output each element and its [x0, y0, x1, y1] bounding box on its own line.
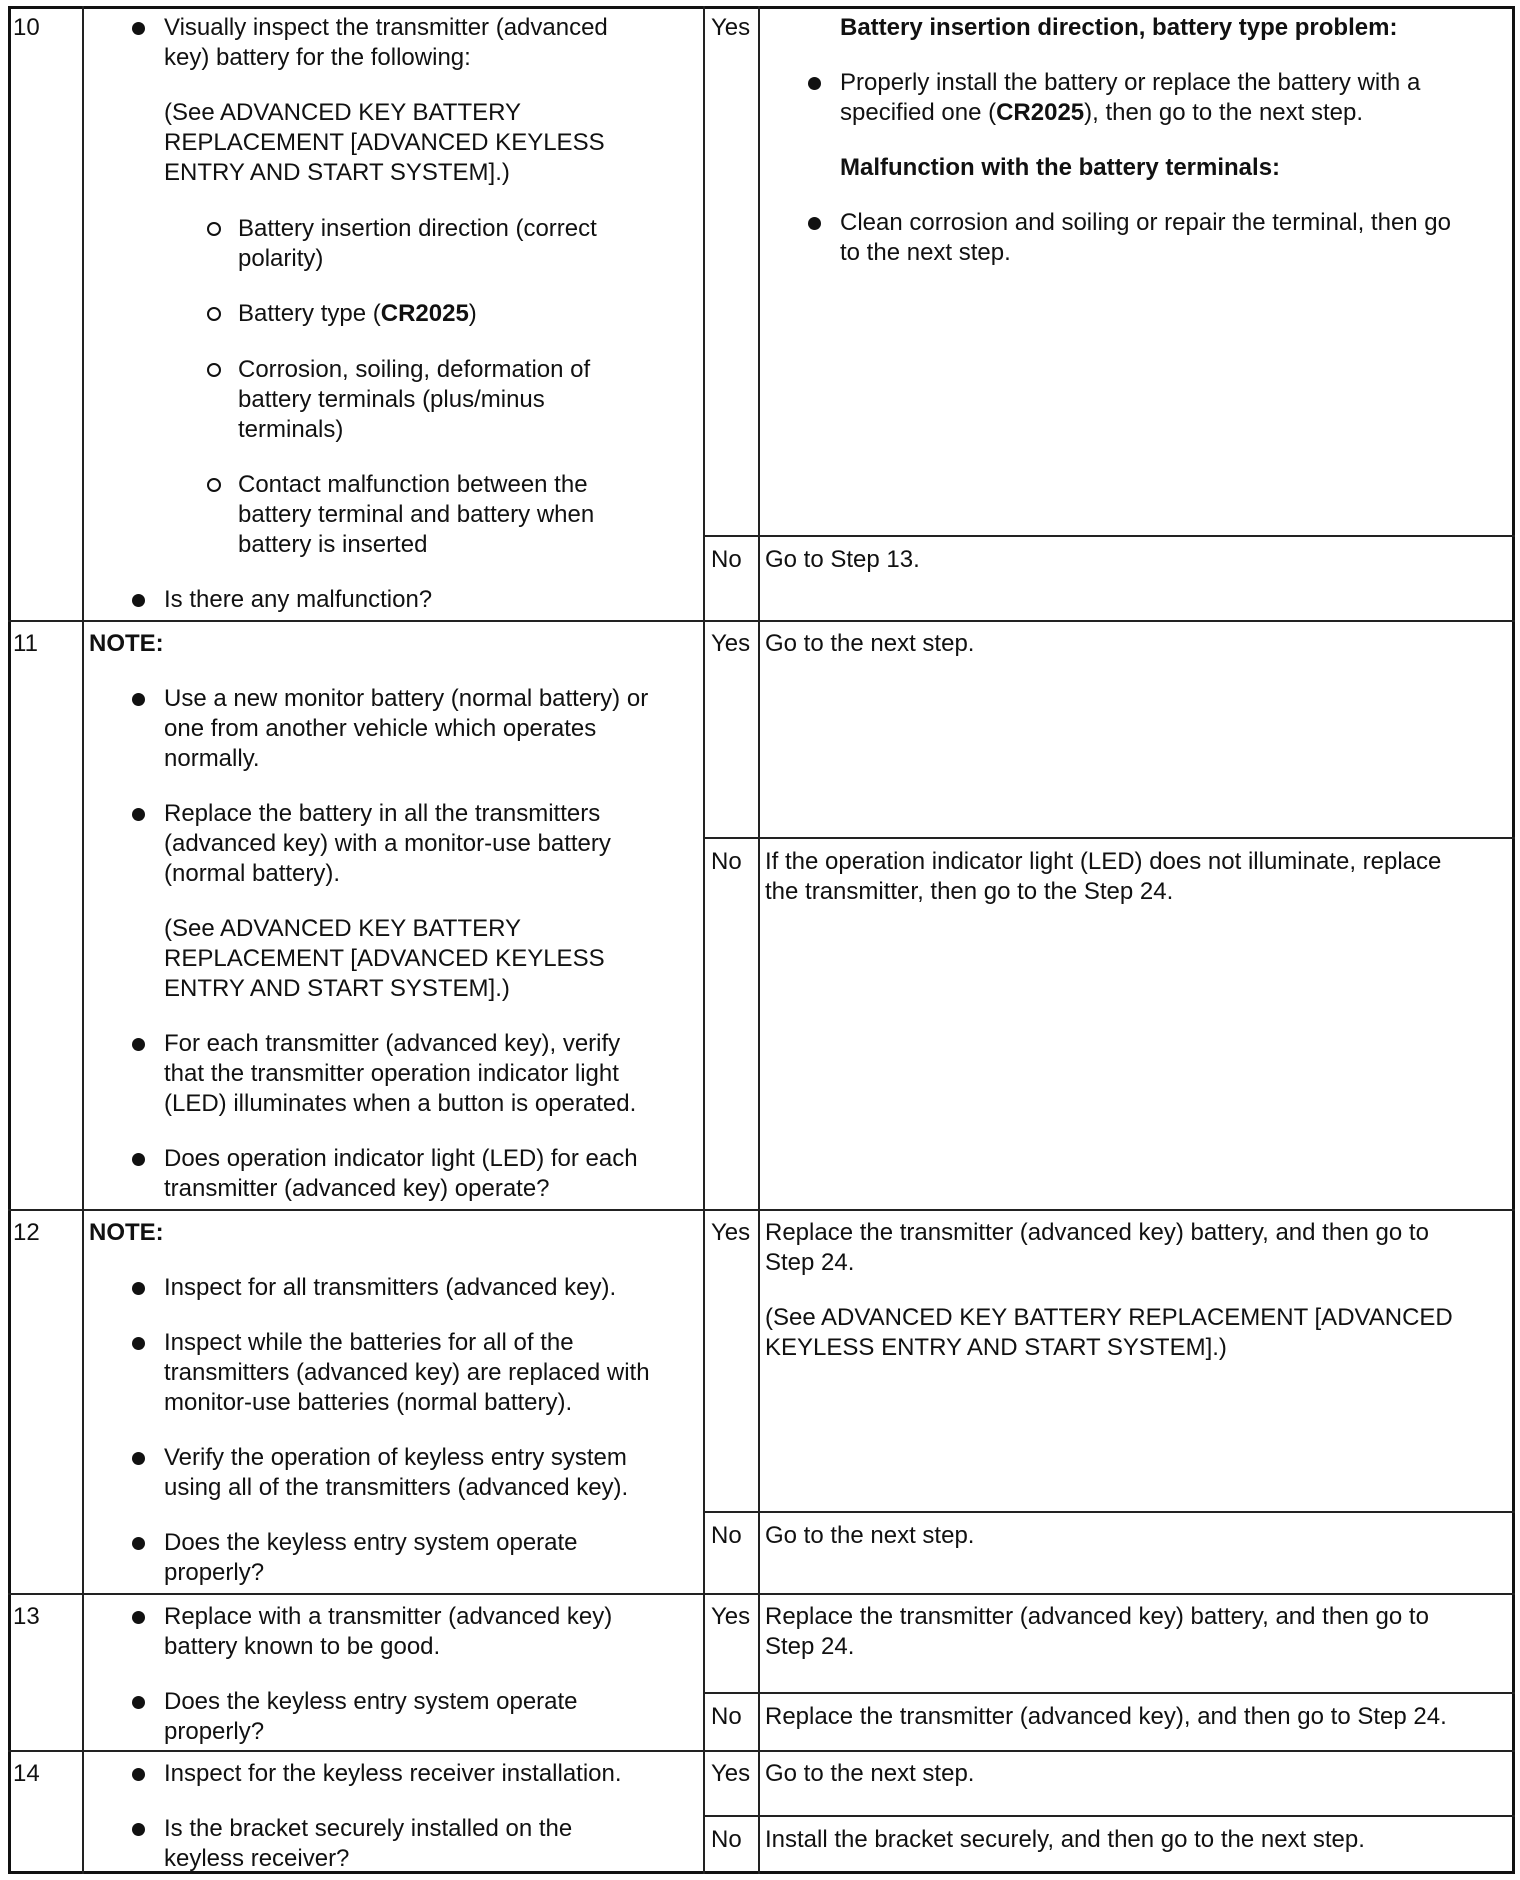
action-text: transmitters (advanced key) are replaced with: [164, 1359, 650, 1386]
action-text: one from another vehicle which operates: [164, 715, 597, 742]
action-text: For each transmitter (advanced key), verify: [164, 1030, 621, 1057]
sub-item-text: terminals): [238, 416, 344, 443]
result-text: Install the bracket securely, and then go to the next step.: [765, 1826, 1365, 1853]
result-text: Replace the transmitter (advanced key) battery, and then go to: [765, 1603, 1429, 1630]
sub-item-text: battery is inserted: [238, 531, 428, 558]
text-part: specified one (: [840, 99, 997, 126]
result-text: Replace the transmitter (advanced key) battery, and then go to: [765, 1219, 1429, 1246]
sub-item-text: [238, 299, 477, 329]
reference-text: REPLACEMENT [ADVANCED KEYLESS: [164, 945, 605, 972]
sub-bullet-icon: [207, 307, 221, 321]
bullet-icon: [132, 1282, 145, 1295]
sub-bullet-icon: [207, 363, 221, 377]
step-number: 14: [13, 1760, 40, 1787]
bullet-icon: [132, 1153, 145, 1166]
result-text: Step 24.: [765, 1249, 855, 1276]
result-divider: [703, 1815, 1515, 1817]
battery-type-bold: CR2025: [996, 99, 1085, 126]
sub-item-text: battery terminals (plus/minus: [238, 386, 545, 413]
sub-item-text: Contact malfunction between the: [238, 471, 588, 498]
action-text: (LED) illuminates when a button is operated.: [164, 1090, 637, 1117]
bullet-icon: [132, 1611, 145, 1624]
row-divider: [8, 620, 1515, 622]
no-label: No: [711, 1703, 742, 1730]
result-divider: [703, 1511, 1515, 1513]
action-text: normally.: [164, 745, 260, 772]
result-divider: [703, 535, 1515, 537]
result-text: Go to the next step.: [765, 1760, 975, 1787]
reference-text: (See ADVANCED KEY BATTERY REPLACEMENT [ADVANCED: [765, 1304, 1453, 1331]
note-heading: NOTE:: [89, 1219, 164, 1246]
step-number: 13: [13, 1603, 40, 1630]
action-text: monitor-use batteries (normal battery).: [164, 1389, 573, 1416]
result-text: Go to Step 13.: [765, 546, 920, 573]
action-question: keyless receiver?: [164, 1845, 350, 1872]
action-question: transmitter (advanced key) operate?: [164, 1175, 550, 1202]
bullet-icon: [132, 1768, 145, 1781]
sub-item-text: Corrosion, soiling, deformation of: [238, 356, 591, 383]
sub-item-text: polarity): [238, 245, 324, 272]
result-heading: Battery insertion direction, battery type problem:: [840, 14, 1398, 41]
reference-text: ENTRY AND START SYSTEM].): [164, 159, 510, 186]
action-text: Replace with a transmitter (advanced key): [164, 1603, 613, 1630]
action-text: Verify the operation of keyless entry system: [164, 1444, 627, 1471]
result-text: Step 24.: [765, 1633, 855, 1660]
step-number: 12: [13, 1219, 40, 1246]
result-text: Replace the transmitter (advanced key), and then go to Step 24.: [765, 1703, 1447, 1730]
action-question: properly?: [164, 1559, 265, 1586]
yes-label: Yes: [711, 1603, 751, 1630]
action-text: (normal battery).: [164, 860, 341, 887]
action-text: key) battery for the following:: [164, 44, 471, 71]
bullet-icon: [132, 1452, 145, 1465]
action-text: Inspect while the batteries for all of the: [164, 1329, 574, 1356]
text-part: ): [468, 300, 477, 327]
yes-label: Yes: [711, 630, 751, 657]
action-text: Use a new monitor battery (normal battery) or: [164, 685, 649, 712]
bullet-icon: [132, 1537, 145, 1550]
yes-label: Yes: [711, 1219, 751, 1246]
bullet-icon: [132, 1038, 145, 1051]
action-question: Is the bracket securely installed on the: [164, 1815, 573, 1842]
action-question: Does operation indicator light (LED) for each: [164, 1145, 638, 1172]
bullet-icon: [132, 693, 145, 706]
result-text: to the next step.: [840, 239, 1011, 266]
bullet-icon: [132, 22, 145, 35]
action-text: using all of the transmitters (advanced key).: [164, 1474, 629, 1501]
action-text: Replace the battery in all the transmitters: [164, 800, 601, 827]
action-question: Is there any malfunction?: [164, 586, 433, 613]
result-heading: Malfunction with the battery terminals:: [840, 154, 1281, 181]
action-text: Visually inspect the transmitter (advanced: [164, 14, 608, 41]
result-text: [840, 98, 1363, 128]
action-question: properly?: [164, 1718, 265, 1745]
step-number: 11: [13, 630, 38, 657]
action-text: Inspect for the keyless receiver installation.: [164, 1760, 622, 1787]
result-text: If the operation indicator light (LED) does not illuminate, replace: [765, 848, 1442, 875]
result-text: Properly install the battery or replace the battery with a: [840, 69, 1421, 96]
no-label: No: [711, 546, 742, 573]
reference-text: (See ADVANCED KEY BATTERY: [164, 915, 522, 942]
reference-text: ENTRY AND START SYSTEM].): [164, 975, 510, 1002]
sub-bullet-icon: [207, 478, 221, 492]
note-heading: NOTE:: [89, 630, 164, 657]
result-divider: [703, 1692, 1515, 1694]
reference-text: REPLACEMENT [ADVANCED KEYLESS: [164, 129, 605, 156]
sub-bullet-icon: [207, 222, 221, 236]
bullet-icon: [132, 1696, 145, 1709]
result-text: Go to the next step.: [765, 1522, 975, 1549]
bullet-icon: [132, 594, 145, 607]
row-divider: [8, 1593, 1515, 1595]
reference-text: (See ADVANCED KEY BATTERY: [164, 99, 522, 126]
row-divider: [8, 1750, 1515, 1752]
action-text: battery known to be good.: [164, 1633, 441, 1660]
result-text: Clean corrosion and soiling or repair the terminal, then go: [840, 209, 1452, 236]
action-question: Does the keyless entry system operate: [164, 1529, 578, 1556]
text-part: ), then go to the next step.: [1084, 99, 1364, 126]
row-divider: [8, 1209, 1515, 1211]
battery-type-bold: CR2025: [380, 300, 469, 327]
bullet-icon: [132, 1823, 145, 1836]
text-part: Battery type (: [238, 300, 381, 327]
no-label: No: [711, 848, 742, 875]
bullet-icon: [132, 1337, 145, 1350]
reference-text: KEYLESS ENTRY AND START SYSTEM].): [765, 1334, 1227, 1361]
action-text: Inspect for all transmitters (advanced key).: [164, 1274, 617, 1301]
bullet-icon: [808, 77, 821, 90]
action-text: that the transmitter operation indicator light: [164, 1060, 619, 1087]
result-text: Go to the next step.: [765, 630, 975, 657]
yes-label: Yes: [711, 1760, 751, 1787]
action-text: (advanced key) with a monitor-use battery: [164, 830, 611, 857]
result-divider: [703, 837, 1515, 839]
sub-item-text: Battery insertion direction (correct: [238, 215, 597, 242]
step-number: 10: [13, 14, 40, 41]
bullet-icon: [132, 808, 145, 821]
result-text: the transmitter, then go to the Step 24.: [765, 878, 1174, 905]
yes-label: Yes: [711, 14, 751, 41]
sub-item-text: battery terminal and battery when: [238, 501, 595, 528]
bullet-icon: [808, 217, 821, 230]
no-label: No: [711, 1522, 742, 1549]
no-label: No: [711, 1826, 742, 1853]
action-question: Does the keyless entry system operate: [164, 1688, 578, 1715]
